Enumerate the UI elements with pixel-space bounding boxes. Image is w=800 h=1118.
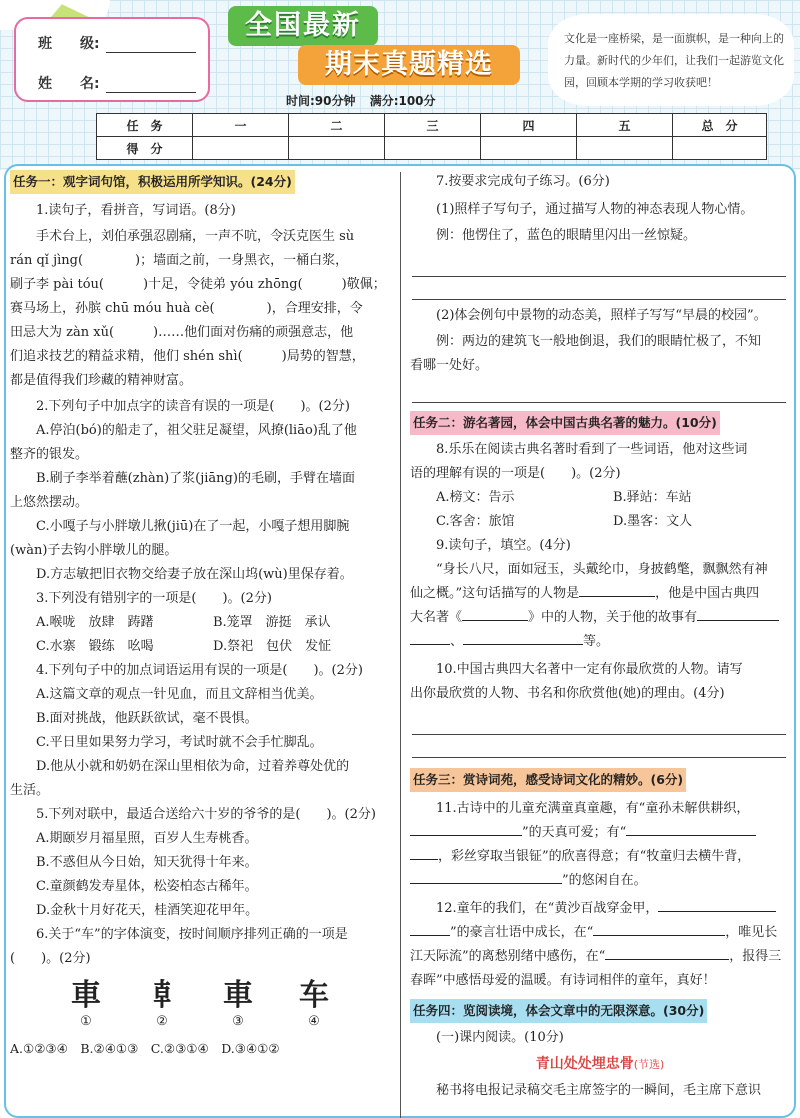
glyph-char: 車 (223, 978, 253, 1013)
class-field[interactable] (38, 33, 196, 53)
q7-prompt: 7.按要求完成句子练习。(6分) (436, 174, 610, 189)
class-blank[interactable] (106, 39, 196, 53)
q3-option-c[interactable]: C.水寨 锻练 吆喝 (36, 639, 154, 654)
passage-title-text: 青山处处埋忠骨 (535, 1056, 634, 1072)
exam-time: 时间:90分钟 (286, 94, 356, 108)
exam-full-score: 满分:100分 (369, 94, 436, 108)
q7-part1: (1)照样子写句子，通过描写人物的神态表现人物心情。 (436, 202, 754, 217)
score-cell: 三 (385, 114, 481, 137)
glyph-char: 车 (299, 978, 329, 1013)
q8-prompt: 8.乐乐在阅读古典名著时看到了一些词语，他对这些词 (436, 442, 748, 457)
q12-text: 春晖”中感悟母爱的温暖。有诗词相伴的童年，真好！ (410, 973, 716, 988)
q4-option-d[interactable]: D.他从小就和奶奶在深山里相依为命，过着养尊处优的 (36, 759, 350, 774)
q8-prompt: 语的理解有误的一项是( )。(2分) (410, 466, 621, 481)
score-cell: 任 务 (97, 114, 193, 137)
q10-prompt: 10.中国古典四大名著中一定有你最欣赏的人物。请写 (436, 662, 743, 677)
q7-part2-example: 看哪一处好。 (410, 358, 489, 373)
q9-text-part: 等。 (583, 634, 610, 649)
glyph-evolution (10, 979, 390, 1031)
column-divider (400, 172, 401, 1118)
fill-blank[interactable] (410, 935, 450, 936)
score-input[interactable] (577, 137, 673, 160)
task1-heading: 任务一：观字词句馆，积极运用所学知识。(24分) (10, 170, 295, 194)
q2-option-a[interactable]: A.停泊(bó)的船走了，祖父驻足凝望，风撩(liāo)乱了他 (36, 423, 357, 438)
score-input[interactable] (481, 137, 577, 160)
fill-blank[interactable] (410, 644, 450, 645)
glyph-number: ② (156, 1014, 168, 1029)
q3-prompt: 3.下列没有错别字的一项是( )。(2分) (36, 591, 272, 606)
q9-text-part: 仙之概。”这句话描写的人物是 (410, 586, 580, 601)
q1-text: 手术台上，刘伯承强忍剧痛，一声不吭，令沃克医生 sù (36, 229, 355, 244)
q1-text: 赛马场上，孙膑 chū móu huà cè( )，合理安排，令 (10, 301, 363, 316)
exam-info (286, 92, 446, 109)
glyph-item (208, 979, 268, 1031)
intro-quote: 文化是一座桥梁，是一面旗帜，是一种向上的力量。新时代的少年们，让我们一起游览文化园，回顾本学期的学习收获吧！ (548, 14, 794, 106)
q4-option-c[interactable]: C.平日里如果努力学习，考试时就不会手忙脚乱。 (36, 735, 323, 750)
q12-text-part: ，唯见长 (725, 925, 778, 940)
q2-option-d[interactable]: D.方志敏把旧衣物交给妻子放在深山坞(wù)里保存着。 (36, 567, 353, 582)
q12-text (410, 945, 790, 969)
q2-prompt: 2.下列句子中加点字的读音有误的一项是( )。(2分) (36, 399, 350, 414)
q9-text (410, 606, 790, 630)
q1-text: 田忌大为 zàn xǔ( )……他们面对伤痛的顽强意志，他 (10, 325, 354, 340)
score-table-input-row (97, 137, 767, 160)
fill-blank[interactable] (593, 935, 725, 936)
score-cell: 一 (193, 114, 289, 137)
q4-option-a[interactable]: A.这篇文章的观点一针见血，而且文辞相当优美。 (36, 687, 323, 702)
q9-text-part: 、 (450, 634, 464, 649)
fill-blank[interactable] (697, 620, 779, 621)
q2-option-b[interactable]: 上悠然摆动。 (10, 495, 89, 510)
q11-text (410, 845, 790, 869)
fill-blank[interactable] (410, 883, 562, 884)
q9-text-part: 大名著《 (410, 610, 463, 625)
page-title: 期末真题精选 (298, 45, 520, 85)
q9-text (410, 630, 790, 654)
glyph-char: 𠦝 (147, 978, 177, 1013)
fill-blank[interactable] (410, 835, 522, 836)
q1-text: 刷子李 pài tóu( )十足，令徒弟 yóu zhōng( )敬佩； (10, 277, 386, 292)
q9-prompt: 9.读句子，填空。(4分) (436, 538, 571, 553)
q2-option-b[interactable]: B.刷子李举着蘸(zhàn)了浆(jiāng)的毛刷，手臂在墙面 (36, 471, 355, 486)
score-cell: 五 (577, 114, 673, 137)
q7-part2-example: 例：两边的建筑飞一般地倒退，我们的眼睛忙极了，不知 (436, 334, 762, 349)
passage-text: 秘书将电报记录稿交毛主席签字的一瞬间，毛主席下意识 (436, 1083, 762, 1098)
q5-prompt: 5.下列对联中，最适合送给六十岁的爷爷的是( )。(2分) (36, 807, 376, 822)
fill-blank[interactable] (462, 620, 528, 621)
q12-text-part: 江天际流”的离愁别绪中感伤，在“ (410, 949, 606, 964)
fill-blank[interactable] (626, 835, 756, 836)
q2-option-a[interactable]: 整齐的银发。 (10, 447, 89, 462)
q2-option-c[interactable]: C.小嘎子与小胖墩儿揪(jiū)在了一起，小嘎子想用脚腕 (36, 519, 350, 534)
q11-text-part: ”的天真可爱；有“ (522, 825, 627, 840)
name-blank[interactable] (106, 79, 196, 93)
q8-option-b[interactable]: B.驿站：车站 (613, 490, 692, 505)
q12-text-part: ，报得三 (729, 949, 782, 964)
task4-heading: 任务四：览阅读境，体会文章中的无限深意。(30分) (410, 999, 707, 1023)
q8-option-d[interactable]: D.墨客：文人 (613, 514, 693, 529)
q9-text: “身长八尺，面如冠玉，头戴纶巾，身披鹤氅，飘飘然有神 (436, 562, 768, 577)
q12-text (410, 921, 790, 945)
q8-option-a[interactable]: A.榜文：告示 (436, 490, 515, 505)
q9-text-part: ，他是中国古典四 (655, 586, 760, 601)
q3-option-b[interactable]: B.笼罩 游挺 承认 (213, 615, 331, 630)
task2-heading: 任务二：游名著园，体会中国古典名著的魅力。(10分) (410, 411, 720, 435)
left-column (10, 170, 390, 1061)
glyph-item (56, 979, 116, 1031)
q5-option-c[interactable]: C.童颜鹤发寿星体，松姿柏态古稀年。 (36, 879, 258, 894)
glyph-char: 車 (71, 978, 101, 1013)
score-cell: 二 (289, 114, 385, 137)
q8-option-c[interactable]: C.客舍：旅馆 (436, 514, 515, 529)
fill-blank[interactable] (658, 911, 776, 912)
q7-part1-example: 例：他愣住了，蓝色的眼睛里闪出一丝惊疑。 (436, 228, 697, 243)
class-label: 班 级: (38, 36, 100, 52)
q12-text-part: 12.童年的我们，在“黄沙百战穿金甲， (436, 901, 659, 916)
q4-option-b[interactable]: B.面对挑战，他跃跃欲试，毫不畏惧。 (36, 711, 258, 726)
glyph-number: ③ (232, 1014, 244, 1029)
glyph-item (132, 979, 192, 1031)
task3-heading: 任务三：赏诗词苑，感受诗词文化的精妙。(6分) (410, 768, 686, 792)
q10-prompt: 出你最欣赏的人物、书名和你欣赏他(她)的理由。(4分) (410, 686, 725, 701)
glyph-number: ① (80, 1014, 92, 1029)
q6-prompt: 6.关于“车”的字体演变，按时间顺序排列正确的一项是 (36, 927, 348, 942)
q3-option-d[interactable]: D.祭祀 包伏 发怔 (213, 639, 332, 654)
glyph-item (284, 979, 344, 1031)
passage-title (410, 1052, 790, 1077)
fill-blank[interactable] (410, 859, 438, 860)
q4-option-d[interactable]: 生活。 (10, 783, 50, 798)
passage-note: (节选) (633, 1058, 665, 1071)
q8-options-row (410, 486, 790, 510)
q11-text: 11.古诗中的儿童充满童真童趣，有“童孙未解供耕织， (436, 801, 750, 816)
q3-option-a[interactable]: A.喉咙 放肆 踌躇 (36, 615, 154, 630)
q1-text: rán qǐ jìng( )；墙面之前，一身黑衣，一桶白浆， (10, 253, 349, 268)
q2-option-c[interactable]: (wàn)子去钩小胖墩儿的腿。 (10, 543, 178, 558)
q5-option-b[interactable]: B.不惑但从今日始，知天犹得十年来。 (36, 855, 258, 870)
q4-prompt: 4.下列句子中的加点词语运用有误的一项是( )。(2分) (36, 663, 363, 678)
q8-options-row (410, 510, 790, 534)
score-cell: 总 分 (673, 114, 767, 137)
q11-text-part: ，彩丝穿取当银钲”的欣喜得意；有“牧童归去横牛背， (438, 849, 751, 864)
right-column (410, 170, 790, 1103)
q5-option-d[interactable]: D.金秋十月好花天，桂酒笑迎花甲年。 (36, 903, 259, 918)
name-label: 姓 名: (38, 76, 100, 92)
q1-prompt: 1.读句子，看拼音，写词语。(8分) (36, 203, 236, 218)
q1-text: 们追求技艺的精益求精，他们 shén shì( )局势的智慧， (10, 349, 365, 364)
reading-section-label: (一)课内阅读。(10分) (436, 1030, 564, 1045)
score-row-label: 得 分 (97, 137, 193, 160)
score-input[interactable] (673, 137, 767, 160)
score-table-header-row (97, 114, 767, 137)
name-field[interactable] (38, 73, 196, 93)
q9-text-part: 》中的人物，关于他的故事有 (528, 610, 698, 625)
score-input[interactable] (193, 137, 289, 160)
q3-options-row (10, 611, 390, 635)
q7-part2: (2)体会例句中景物的动态美，照样子写写“早晨的校园”。 (436, 308, 767, 323)
q11-text-part: ”的悠闲自在。 (562, 873, 647, 888)
fill-blank[interactable] (605, 959, 729, 960)
score-input[interactable] (385, 137, 481, 160)
score-cell: 四 (481, 114, 577, 137)
fill-blank[interactable] (463, 644, 583, 645)
student-info-card (14, 17, 210, 102)
q9-text (410, 582, 790, 606)
answer-line[interactable] (412, 299, 786, 300)
glyph-number: ④ (308, 1014, 320, 1029)
q12-text (410, 897, 790, 921)
badge-latest: 全国最新 (228, 6, 378, 46)
q12-text-part: ”的豪言壮语中成长，在“ (450, 925, 594, 940)
q5-option-a[interactable]: A.期颐岁月福星照，百岁人生寿桃香。 (36, 831, 258, 846)
q11-text (410, 821, 790, 845)
q11-text (410, 869, 790, 893)
q6-options[interactable]: A.①②③④ B.②④①③ C.②③①④ D.③④①② (10, 1041, 280, 1056)
score-table (96, 113, 767, 160)
score-input[interactable] (289, 137, 385, 160)
fill-blank[interactable] (579, 596, 655, 597)
q6-prompt: ( )。(2分) (10, 951, 91, 966)
q1-text: 都是值得我们珍藏的精神财富。 (10, 373, 193, 388)
q3-options-row (10, 635, 390, 659)
